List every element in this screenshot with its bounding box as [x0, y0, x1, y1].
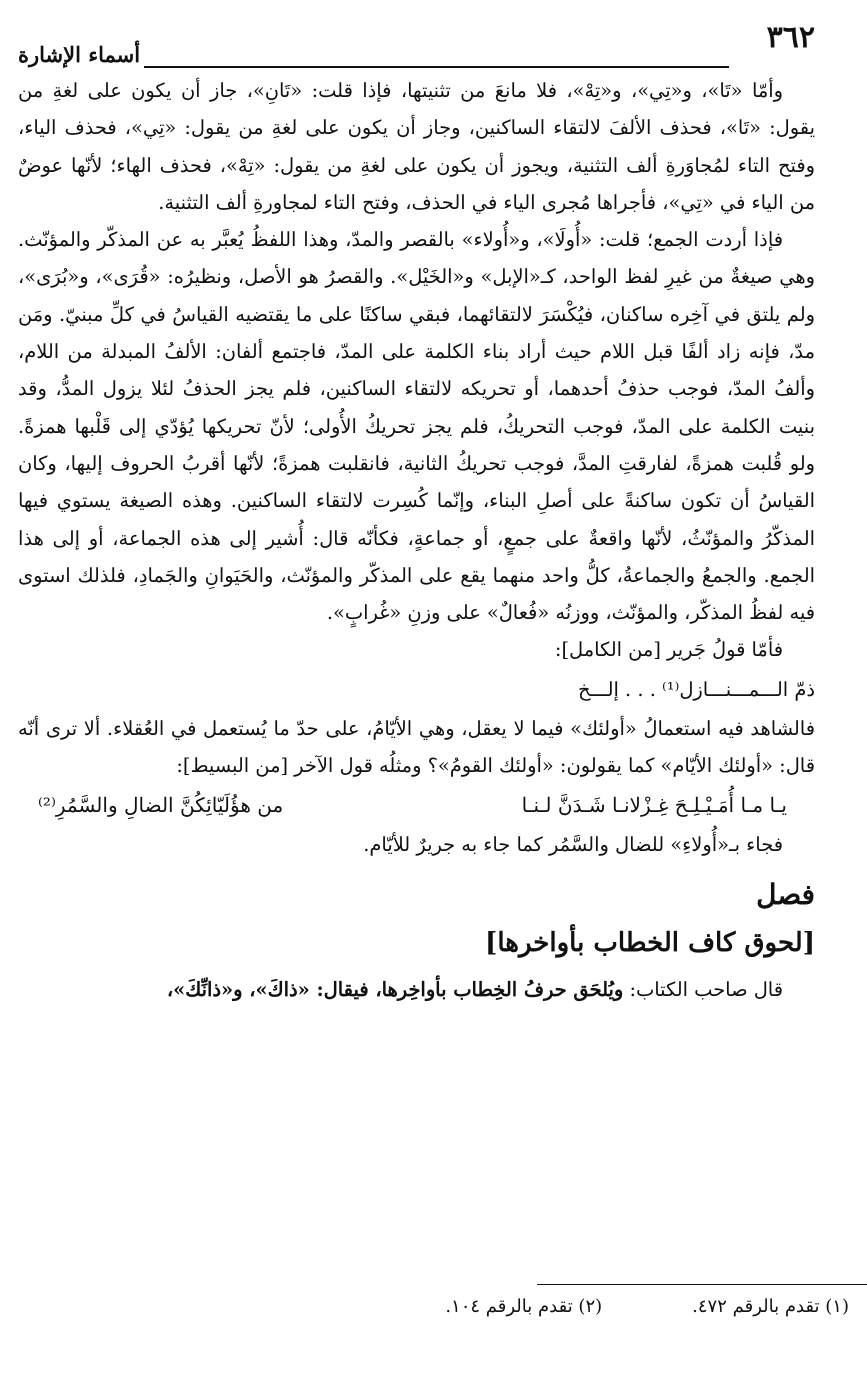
paragraph-author-text	[18, 971, 815, 1008]
footnote-rule	[537, 1284, 867, 1285]
verse-hemistich-second: من هؤُلَيّائِكُنَّ الضالِ والسَّمُرِ⁽²⁾	[38, 792, 284, 817]
book-page	[18, 14, 815, 1009]
page-body	[18, 72, 815, 1009]
page-number: ٣٦٢	[766, 20, 815, 55]
footnotes	[0, 1296, 867, 1317]
paragraph-ula-dal: فجاء بـ«أُولاءِ» للضال والسَّمُر كما جاء به جريرٌ للأيّام.	[363, 832, 783, 856]
footnote-2: (٢) تقدم بالرقم ١٠٤.	[445, 1296, 603, 1317]
footnote-1: (١) تقدم بالرقم ٤٧٢.	[692, 1296, 849, 1317]
paragraph-plural-ula: فإذا أردت الجمع؛ قلت: «أُولَا»، و«أُولاء» بالقصر والمدّ، وهذا اللفظُ يُعبَّر به عن المذكّر والمؤنّث. وهي صيغةٌ من غيرِ لفظ الواحد، كـ«الإبل» و«الخَيْل». والقصرُ هو الأصل، ونظيرُه: «قُرَى»، و«بُرَى»، ولم يلتق في آخِره ساكنان، فيُكْسَرَ لالتقائهما، فبقي ساكنًا على ما يقتضيه القياسُ في كلِّ مبنيّ. ومَن مدّ، فإنه زاد ألفًا قبل اللام حيث أراد بناء الكلمة على المدّ، فاجتمع ألفان: الألفُ المبدلة من اللام، وألفُ المدّ، فوجب حذفُ أحدهما، أو تحريكه لالتقاء الساكنين، فلم يجز الحذفُ لئلا يزول المدُّ، وقد بنيت الكلمة على المدّ، فوجب التحريكُ، فلم يجز تحريكُ الأُولى؛ لأنّ تحريكها يُؤدّي إلى قَلْبها همزةً. ولو قُلبت همزةً، لفارقتِ المدَّ، فوجب تحريكُ الثانية، فانقلبت همزةً؛ لأنّها أقربُ الحروف إليها، وكان القياسُ أن تكون ساكنةً على أصلِ البناء، وإنّما كُسِرت لالتقاء الساكنين. وهذه الصيغة يستوي فيها المذكّرُ والمؤنّثُ، لأنّها واقعةٌ على جمعٍ، أو جماعةٍ، فكأنّه قال: أُشير إلى هذه الجماعة، أو إلى هذا الجمع. والجمعُ والجماعةُ، كلُّ واحد منهما يقع على المذكّر والمؤنّث، والحَيَوانِ والجَمادِ، فلذلك استوى فيه لفظُ المذكّر، والمؤنّث، ووزنُه «فُعالٌ» على وزنِ «غُرابٍ».	[18, 228, 815, 625]
verse-hemistich-first: يـا مـا أُمَـيْـلِـحَ غِـزْلانـا شَـدَنَّ لـنـا	[521, 792, 787, 817]
author-quote: ويُلحَق حرفُ الخِطاب بأواخِرها، فيقال: «ذاكَ»، و«ذانِّكَ»،	[166, 978, 624, 1002]
paragraph-dual-ta: وأمّا «تَا»، و«تِي»، و«تِهْ»، فلا مانعَ من تثنيتها، فإذا قلت: «تَانِ»، جاز أن يكون على لغةِ من يقول: «تَا»، فحذف الألفَ لالتقاء الساكنين، وجاز أن يكون على لغةِ من يقول: «تِي»، فحذف الياء، وفتح التاء لمُجاوَرةِ ألف التثنية، ويجوز أن يكون على لغةِ من يقول: «تِهْ»، فحذف الهاء؛ لأنّها عوضٌ من الياء في «تِي»، فأجراها مُجرى الياء في الحذف، وفتح التاء لمجاورةِ ألف التثنية.	[18, 79, 815, 214]
verse-jarir: ذمّ الـــمـــنـــازل⁽¹⁾ . . . إلـــخ	[578, 677, 815, 701]
paragraph-jarir-intro: فأمّا قولُ جَرير [من الكامل]:	[554, 638, 783, 662]
page-header	[18, 14, 815, 72]
verse-basit	[18, 785, 815, 826]
author-lead: قال صاحب الكتاب:	[623, 978, 783, 1002]
running-title: أسماء الإشارة	[18, 42, 141, 67]
section-subtitle: [لحوق كاف الخطاب بأواخرها]	[485, 928, 815, 959]
section-title: فصل	[756, 878, 815, 912]
header-rule	[144, 66, 729, 68]
paragraph-shahid: فالشاهد فيه استعمالُ «أولئك» فيما لا يعقل، وهي الأيّامُ، على حدّ ما يُستعمل في العُقلاء. ألا ترى أنّه قال: «أولئك الأيّام» كما يقولون: «أولئك القومُ»؟ ومثلُه قول الآخر [من البسيط]:	[18, 717, 815, 778]
